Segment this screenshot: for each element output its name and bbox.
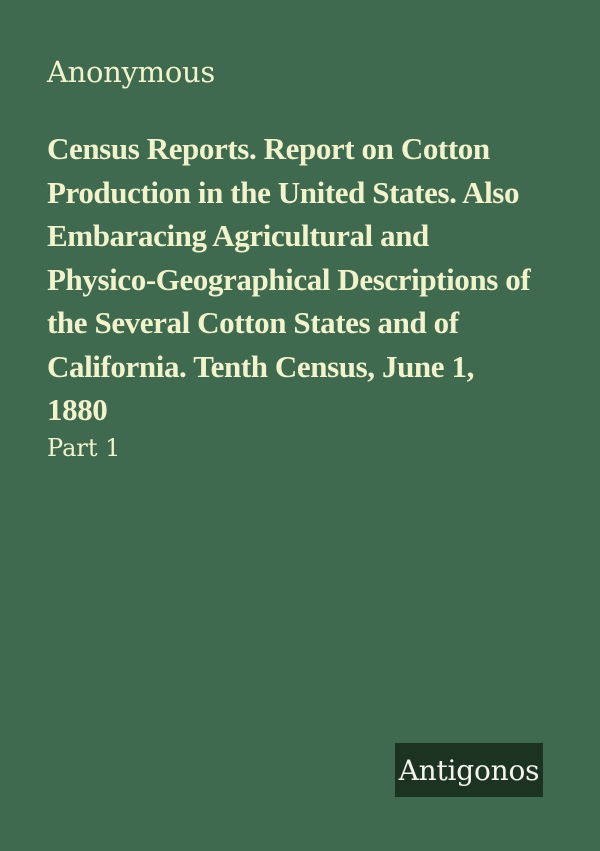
title-line: Embaracing Agricultural and (47, 218, 429, 253)
publisher-badge (395, 743, 543, 797)
publisher-name: Antigonos (398, 753, 540, 787)
title-line: Census Reports. Report on Cotton (47, 131, 490, 166)
title-line: the Several Cotton States and of (47, 305, 459, 340)
edition-label: Part 1 (47, 434, 121, 462)
title-line: California. Tenth Census, June 1, (47, 348, 474, 384)
title-line: 1880 (47, 392, 108, 427)
title-line: Physico-Geographical Descriptions of (47, 261, 531, 297)
book-title (47, 127, 567, 432)
author-name: Anonymous (47, 55, 215, 89)
title-line: Production in the United States. Also (47, 174, 520, 210)
